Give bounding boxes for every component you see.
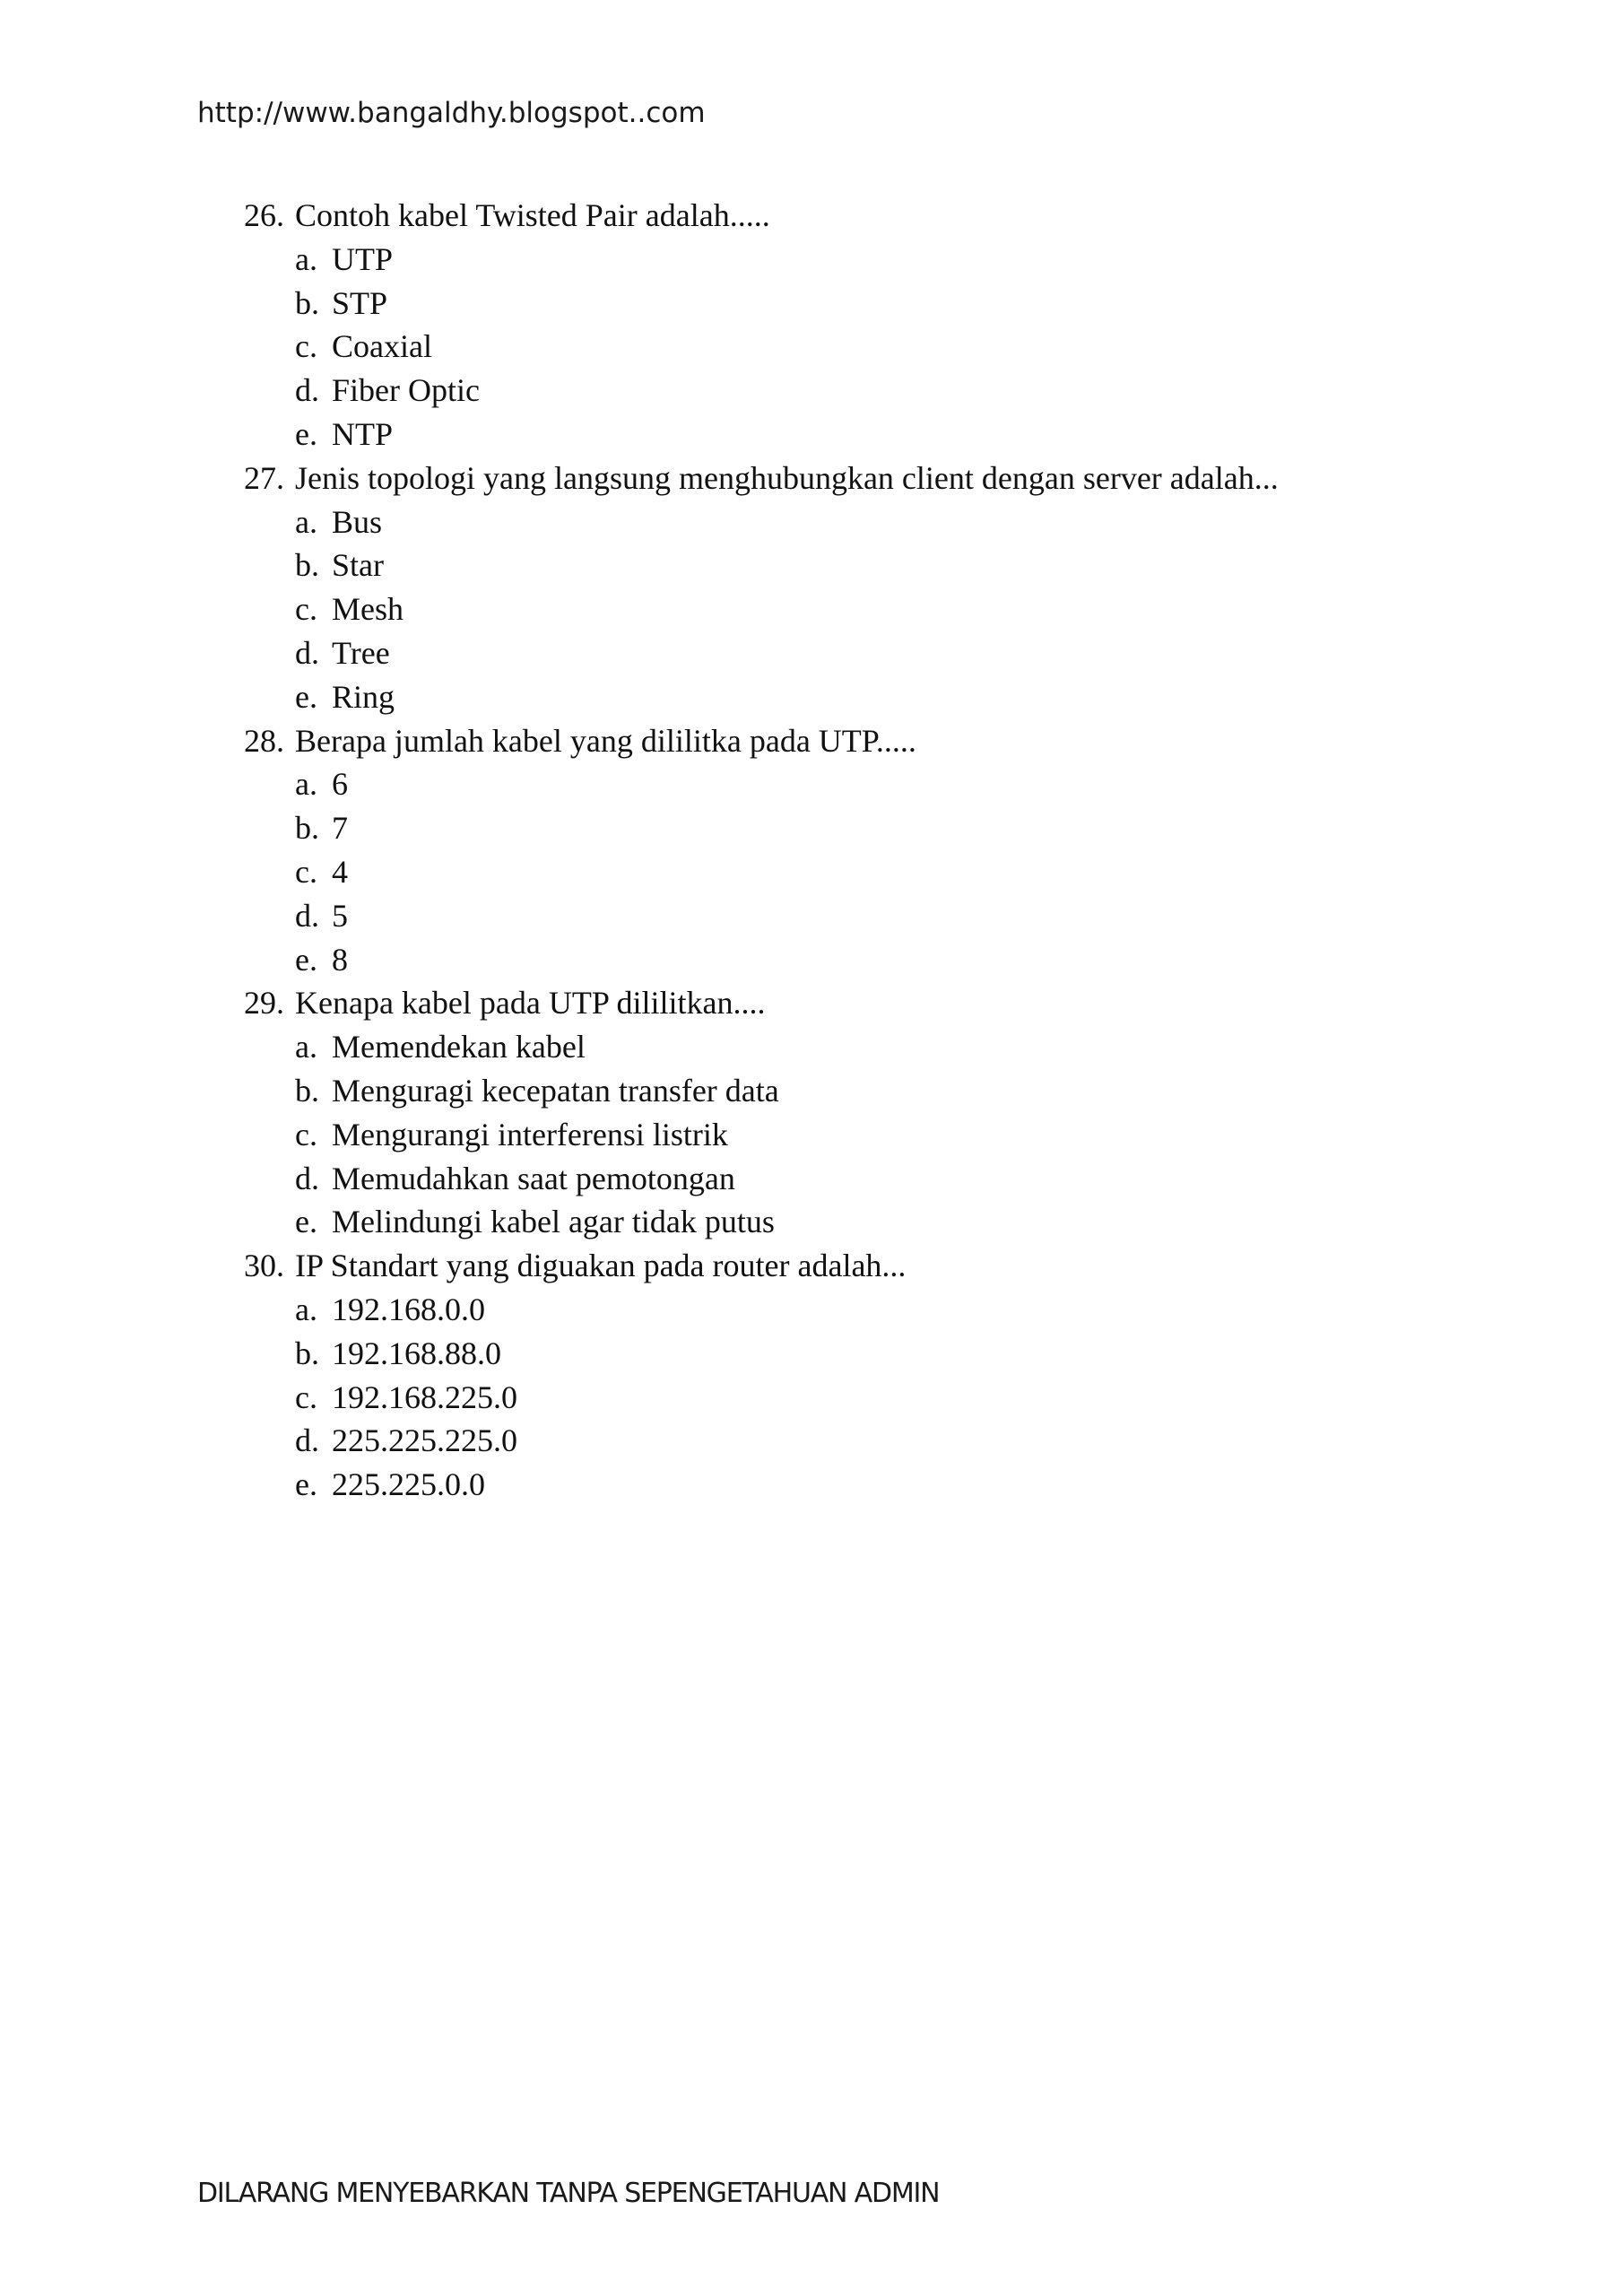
option-text: Mengurangi interferensi listrik xyxy=(332,1116,728,1152)
option-text: Memudahkan saat pemotongan xyxy=(332,1160,735,1196)
question-number: 30. xyxy=(244,1248,284,1284)
option-text: STP xyxy=(332,284,388,321)
option-letter: c. xyxy=(295,1116,317,1152)
question-line xyxy=(244,457,1428,500)
option-text: Tree xyxy=(332,634,390,671)
question-line xyxy=(244,981,1428,1025)
option-letter: d. xyxy=(295,897,319,934)
option-letter: b. xyxy=(295,1335,319,1371)
question-27 xyxy=(244,457,1428,719)
option-letter: b. xyxy=(295,547,319,584)
question-number: 27. xyxy=(244,459,284,496)
question-text: Jenis topologi yang langsung menghubungkan client dengan server adalah... xyxy=(295,459,1279,496)
option-text: Menguragi kecepatan transfer data xyxy=(332,1072,779,1109)
answer-option-e xyxy=(244,413,1428,457)
answer-option-b xyxy=(244,282,1428,326)
option-text: 225.225.0.0 xyxy=(332,1466,485,1503)
question-26 xyxy=(244,194,1428,457)
option-letter: d. xyxy=(295,1160,319,1196)
question-number: 28. xyxy=(244,722,284,759)
option-letter: e. xyxy=(295,941,317,978)
answer-option-c xyxy=(244,1113,1428,1157)
question-29 xyxy=(244,981,1428,1244)
answer-option-a xyxy=(244,762,1428,806)
option-text: Mesh xyxy=(332,591,404,628)
answer-option-c xyxy=(244,325,1428,369)
answer-option-d xyxy=(244,1419,1428,1463)
question-text: IP Standart yang diguakan pada router adalah... xyxy=(295,1248,907,1284)
option-letter: a. xyxy=(295,1029,317,1065)
answer-option-c xyxy=(244,850,1428,894)
question-text: Contoh kabel Twisted Pair adalah..... xyxy=(295,197,770,233)
option-letter: c. xyxy=(295,853,317,890)
option-text: Melindungi kabel agar tidak putus xyxy=(332,1204,775,1240)
answer-option-d xyxy=(244,1157,1428,1201)
option-letter: e. xyxy=(295,1204,317,1240)
question-text: Kenapa kabel pada UTP dililitkan.... xyxy=(295,985,766,1022)
footer-notice: DILARANG MENYEBARKAN TANPA SEPENGETAHUAN ADMIN xyxy=(197,2178,940,2209)
answer-option-b xyxy=(244,544,1428,587)
question-line xyxy=(244,1244,1428,1288)
answer-option-d xyxy=(244,369,1428,413)
option-letter: d. xyxy=(295,634,319,671)
option-text: NTP xyxy=(332,415,394,452)
answer-option-c xyxy=(244,587,1428,631)
option-text: 192.168.0.0 xyxy=(332,1291,485,1327)
option-letter: e. xyxy=(295,1466,317,1503)
question-line xyxy=(244,194,1428,238)
option-letter: a. xyxy=(295,1291,317,1327)
answer-option-a xyxy=(244,1025,1428,1069)
option-text: 192.168.225.0 xyxy=(332,1378,517,1415)
answer-option-a xyxy=(244,238,1428,282)
answer-option-e xyxy=(244,675,1428,719)
answer-option-a xyxy=(244,500,1428,544)
option-text: Bus xyxy=(332,503,383,540)
answer-option-a xyxy=(244,1288,1428,1332)
option-text: 192.168.88.0 xyxy=(332,1335,501,1371)
option-text: 8 xyxy=(332,941,348,978)
option-letter: b. xyxy=(295,1072,319,1109)
option-text: 225.225.225.0 xyxy=(332,1422,517,1459)
option-text: Fiber Optic xyxy=(332,372,480,409)
option-letter: c. xyxy=(295,591,317,628)
answer-option-b xyxy=(244,806,1428,850)
question-number: 29. xyxy=(244,985,284,1022)
option-text: Coaxial xyxy=(332,328,432,365)
option-text: Star xyxy=(332,547,384,584)
option-letter: a. xyxy=(295,240,317,277)
answer-option-d xyxy=(244,631,1428,675)
question-number: 26. xyxy=(244,197,284,233)
option-text: 4 xyxy=(332,853,348,890)
option-letter: b. xyxy=(295,284,319,321)
option-letter: c. xyxy=(295,328,317,365)
answer-option-e xyxy=(244,1463,1428,1507)
answer-option-c xyxy=(244,1376,1428,1420)
option-text: 6 xyxy=(332,766,348,803)
header-url: http://www.bangaldhy.blogspot..com xyxy=(197,97,706,129)
answer-option-d xyxy=(244,894,1428,938)
question-line xyxy=(244,719,1428,763)
option-letter: d. xyxy=(295,372,319,409)
option-letter: a. xyxy=(295,503,317,540)
question-text: Berapa jumlah kabel yang dililitka pada UTP..... xyxy=(295,722,916,759)
option-letter: c. xyxy=(295,1378,317,1415)
option-text: 7 xyxy=(332,810,348,847)
option-letter: a. xyxy=(295,766,317,803)
answer-option-b xyxy=(244,1069,1428,1113)
option-letter: b. xyxy=(295,810,319,847)
option-letter: e. xyxy=(295,415,317,452)
question-list xyxy=(244,194,1428,1507)
answer-option-b xyxy=(244,1332,1428,1376)
answer-option-e xyxy=(244,938,1428,982)
option-text: Memendekan kabel xyxy=(332,1029,586,1065)
option-text: UTP xyxy=(332,240,394,277)
answer-option-e xyxy=(244,1200,1428,1244)
option-letter: d. xyxy=(295,1422,319,1459)
option-letter: e. xyxy=(295,678,317,715)
option-text: 5 xyxy=(332,897,348,934)
option-text: Ring xyxy=(332,678,395,715)
question-28 xyxy=(244,719,1428,982)
question-30 xyxy=(244,1244,1428,1507)
